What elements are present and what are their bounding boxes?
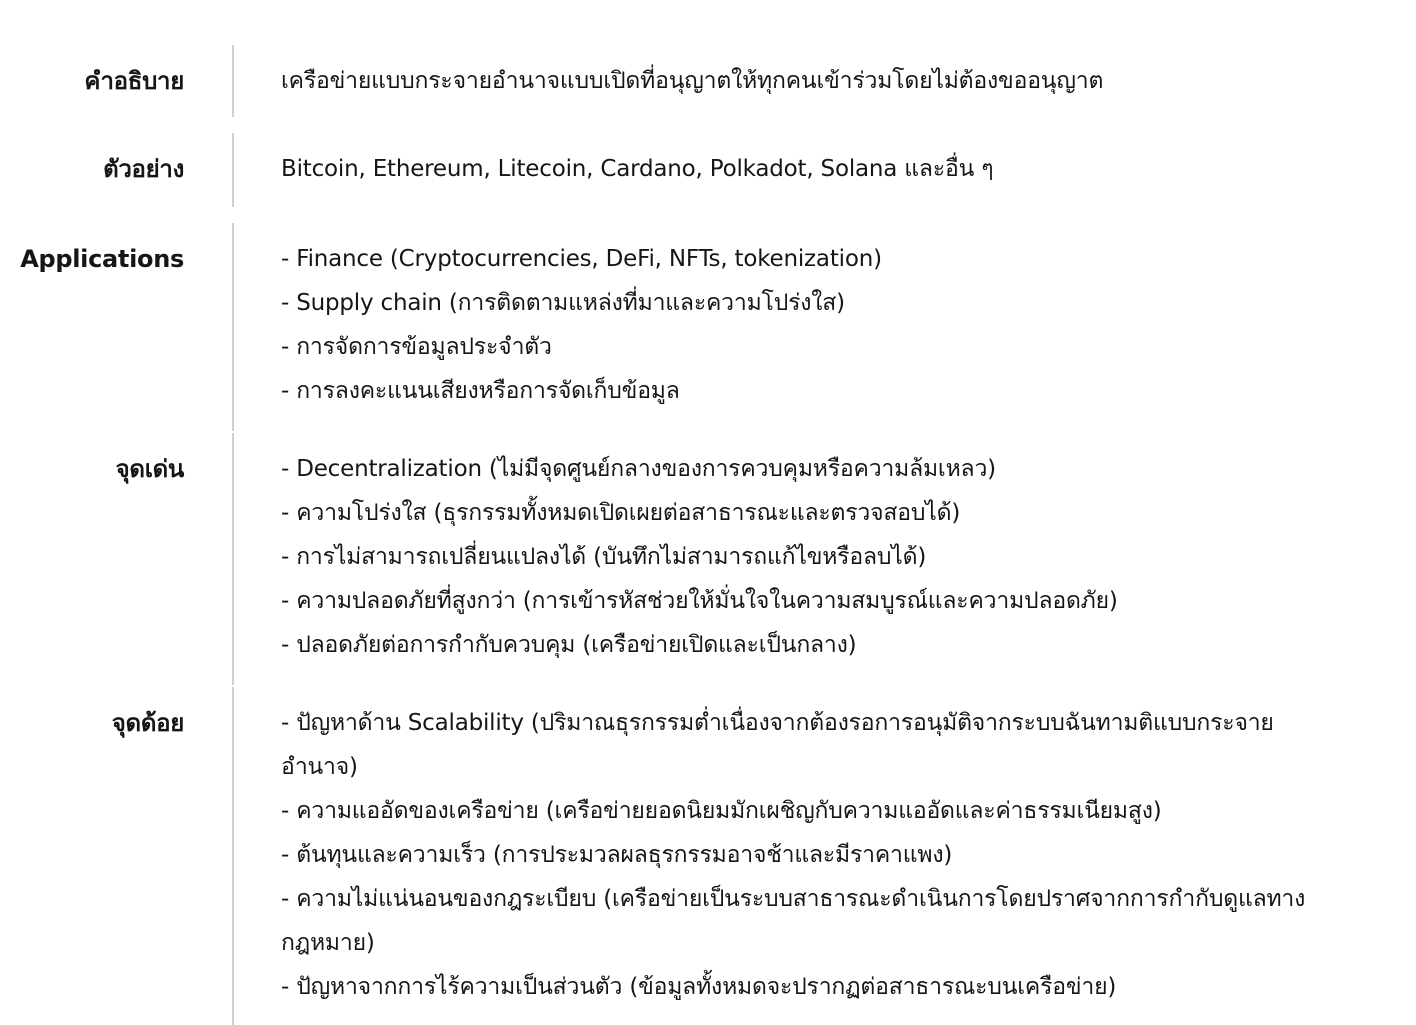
comparison-table — [0, 45, 1416, 1025]
row-content-examples — [232, 133, 1368, 207]
row-content-disadvantages — [232, 687, 1368, 1025]
content-line: - ความไม่แน่นอนของกฎระเบียบ (เครือข่ายเป็นระบบสาธารณะดำเนินการโดยปราศจากการกำกับดูแลทางกฎหมาย) — [281, 886, 1306, 956]
content-line: - การจัดการข้อมูลประจำตัว — [281, 334, 552, 360]
content-line: - ความปลอดภัยที่สูงกว่า (การเข้ารหัสช่วยให้มั่นใจในความสมบูรณ์และความปลอดภัย) — [281, 588, 1118, 614]
row-advantages — [0, 433, 1416, 685]
row-label-disadvantages: จุดด้อย — [111, 709, 184, 737]
row-description — [0, 45, 1416, 131]
row-applications — [0, 223, 1416, 431]
content-line: - ปลอดภัยต่อการกำกับควบคุม (เครือข่ายเปิดและเป็นกลาง) — [281, 632, 857, 658]
row-content-description — [232, 45, 1368, 117]
row-label-examples: ตัวอย่าง — [103, 155, 184, 183]
content-line: - Decentralization (ไม่มีจุดศูนย์กลางของการควบคุมหรือความล้มเหลว) — [281, 456, 996, 482]
content-line: เครือข่ายแบบกระจายอำนาจแบบเปิดที่อนุญาตให้ทุกคนเข้าร่วมโดยไม่ต้องขออนุญาต — [281, 68, 1104, 94]
content-line: - ปัญหาด้าน Scalability (ปริมาณธุรกรรมต่ำเนื่องจากต้องรอการอนุมัติจากระบบฉันทามติแบบกระจายอำนาจ) — [281, 710, 1274, 780]
row-disadvantages — [0, 687, 1416, 1025]
row-label-description: คำอธิบาย — [84, 67, 184, 95]
content-line: - ความโปร่งใส (ธุรกรรมทั้งหมดเปิดเผยต่อสาธารณะและตรวจสอบได้) — [281, 500, 961, 526]
content-line: - Supply chain (การติดตามแหล่งที่มาและความโปร่งใส) — [281, 290, 845, 316]
content-line: - การไม่สามารถเปลี่ยนแปลงได้ (บันทึกไม่สามารถแก้ไขหรือลบได้) — [281, 544, 927, 570]
content-line: - การลงคะแนนเสียงหรือการจัดเก็บข้อมูล — [281, 378, 680, 404]
row-examples — [0, 133, 1416, 221]
content-line: - ต้นทุนและความเร็ว (การประมวลผลธุรกรรมอาจช้าและมีราคาแพง) — [281, 842, 953, 868]
content-line: Bitcoin, Ethereum, Litecoin, Cardano, Polkadot, Solana และอื่น ๆ — [281, 156, 994, 182]
content-line: - Finance (Cryptocurrencies, DeFi, NFTs, tokenization) — [281, 246, 882, 272]
row-content-applications — [232, 223, 1368, 431]
row-content-advantages — [232, 433, 1368, 685]
row-label-advantages: จุดเด่น — [115, 455, 184, 483]
content-line: - ปัญหาจากการไร้ความเป็นส่วนตัว (ข้อมูลทั้งหมดจะปรากฏต่อสาธารณะบนเครือข่าย) — [281, 974, 1117, 1000]
row-label-applications: Applications — [20, 245, 184, 273]
content-line: - ความแออัดของเครือข่าย (เครือข่ายยอดนิยมมักเผชิญกับความแออัดและค่าธรรมเนียมสูง) — [281, 798, 1162, 824]
